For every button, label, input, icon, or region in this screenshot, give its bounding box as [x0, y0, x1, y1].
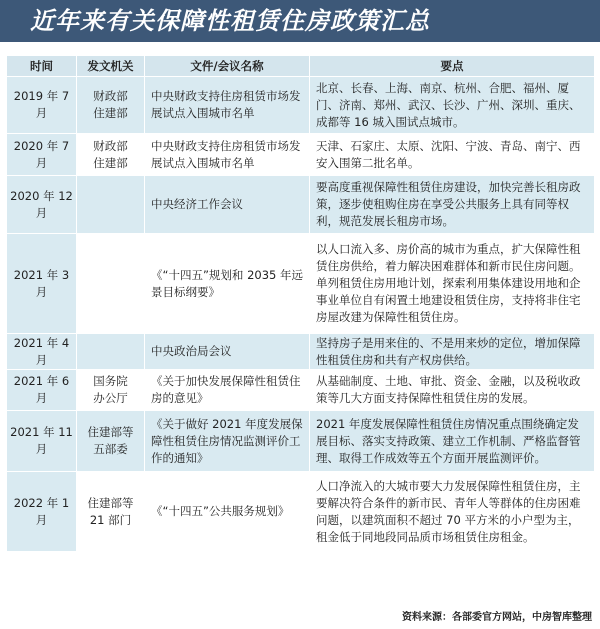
row-time: 2020 年 12 月	[7, 176, 77, 234]
row-agency: 住建部等 21 部门	[77, 472, 145, 552]
row-points: 2021 年度发展保障性租赁住房情况重点围绕确定发展目标、落实支持政策、建立工作机制、严格监督管理、取得工作成效等五个方面开展监测评价。	[310, 411, 595, 472]
row-document: 《“十四五”公共服务规划》	[145, 472, 310, 552]
row-agency: 财政部 住建部	[77, 134, 145, 176]
row-points: 要高度重视保障性租赁住房建设，加快完善长租房政策，逐步使租购住房在享受公共服务上具有同等权利，规范发展长租房市场。	[310, 176, 595, 234]
row-agency: 国务院 办公厅	[77, 370, 145, 411]
row-document: 中央财政支持住房租赁市场发展试点入围城市名单	[145, 77, 310, 134]
row-points: 北京、长春、上海、南京、杭州、合肥、福州、厦门、济南、郑州、武汉、长沙、广州、深圳、重庆、成都等 16 城入围试点城市。	[310, 77, 595, 134]
row-document: 《关于加快发展保障性租赁住房的意见》	[145, 370, 310, 411]
row-time: 2019 年 7 月	[7, 77, 77, 134]
table-row	[7, 334, 595, 370]
row-time: 2021 年 3 月	[7, 234, 77, 334]
table-row	[7, 370, 595, 411]
row-time: 2021 年 6 月	[7, 370, 77, 411]
row-agency: 财政部 住建部	[77, 77, 145, 134]
source-note: 资料来源：各部委官方网站，中房智库整理	[402, 612, 592, 623]
row-points: 坚持房子是用来住的、不是用来炒的定位，增加保障性租赁住房和共有产权房供给。	[310, 334, 595, 370]
row-document: 中央经济工作会议	[145, 176, 310, 234]
row-agency	[77, 176, 145, 234]
row-points: 从基础制度、土地、审批、资金、金融，以及税收政策等几大方面支持保障性租赁住房的发展。	[310, 370, 595, 411]
row-document: 《关于做好 2021 年度发展保障性租赁住房情况监测评价工作的通知》	[145, 411, 310, 472]
table-header-row	[7, 56, 595, 77]
row-time: 2022 年 1 月	[7, 472, 77, 552]
row-agency	[77, 234, 145, 334]
header-document: 文件/会议名称	[145, 56, 310, 77]
row-agency: 住建部等 五部委	[77, 411, 145, 472]
row-time: 2021 年 11 月	[7, 411, 77, 472]
row-document: 中央财政支持住房租赁市场发展试点入围城市名单	[145, 134, 310, 176]
header-agency: 发文机关	[77, 56, 145, 77]
header-points: 要点	[310, 56, 595, 77]
table-row	[7, 472, 595, 552]
page-title: 近年来有关保障性租赁住房政策汇总	[30, 7, 430, 35]
row-document: 《“十四五”规划和 2035 年远景目标纲要》	[145, 234, 310, 334]
title-bar	[0, 0, 600, 42]
policy-table	[6, 55, 595, 552]
row-points: 天津、石家庄、太原、沈阳、宁波、青岛、南宁、西安入围第二批名单。	[310, 134, 595, 176]
row-time: 2021 年 4 月	[7, 334, 77, 370]
row-points: 以人口流入多、房价高的城市为重点，扩大保障性租赁住房供给，着力解决困难群体和新市民住房问题。单列租赁住房用地计划，探索利用集体建设用地和企事业单位自有闲置土地建设租赁住房，支持将非住宅房屋改建为保障性租赁住房。	[310, 234, 595, 334]
row-agency	[77, 334, 145, 370]
table-row	[7, 411, 595, 472]
row-document: 中央政治局会议	[145, 334, 310, 370]
row-time: 2020 年 7 月	[7, 134, 77, 176]
row-points: 人口净流入的大城市要大力发展保障性租赁住房，主要解决符合条件的新市民、青年人等群体的住房困难问题，以建筑面积不超过 70 平方米的小户型为主，租金低于同地段同品质市场租赁住房租金。	[310, 472, 595, 552]
table-row	[7, 176, 595, 234]
table-row	[7, 134, 595, 176]
header-time: 时间	[7, 56, 77, 77]
table-row	[7, 234, 595, 334]
table-row	[7, 77, 595, 134]
